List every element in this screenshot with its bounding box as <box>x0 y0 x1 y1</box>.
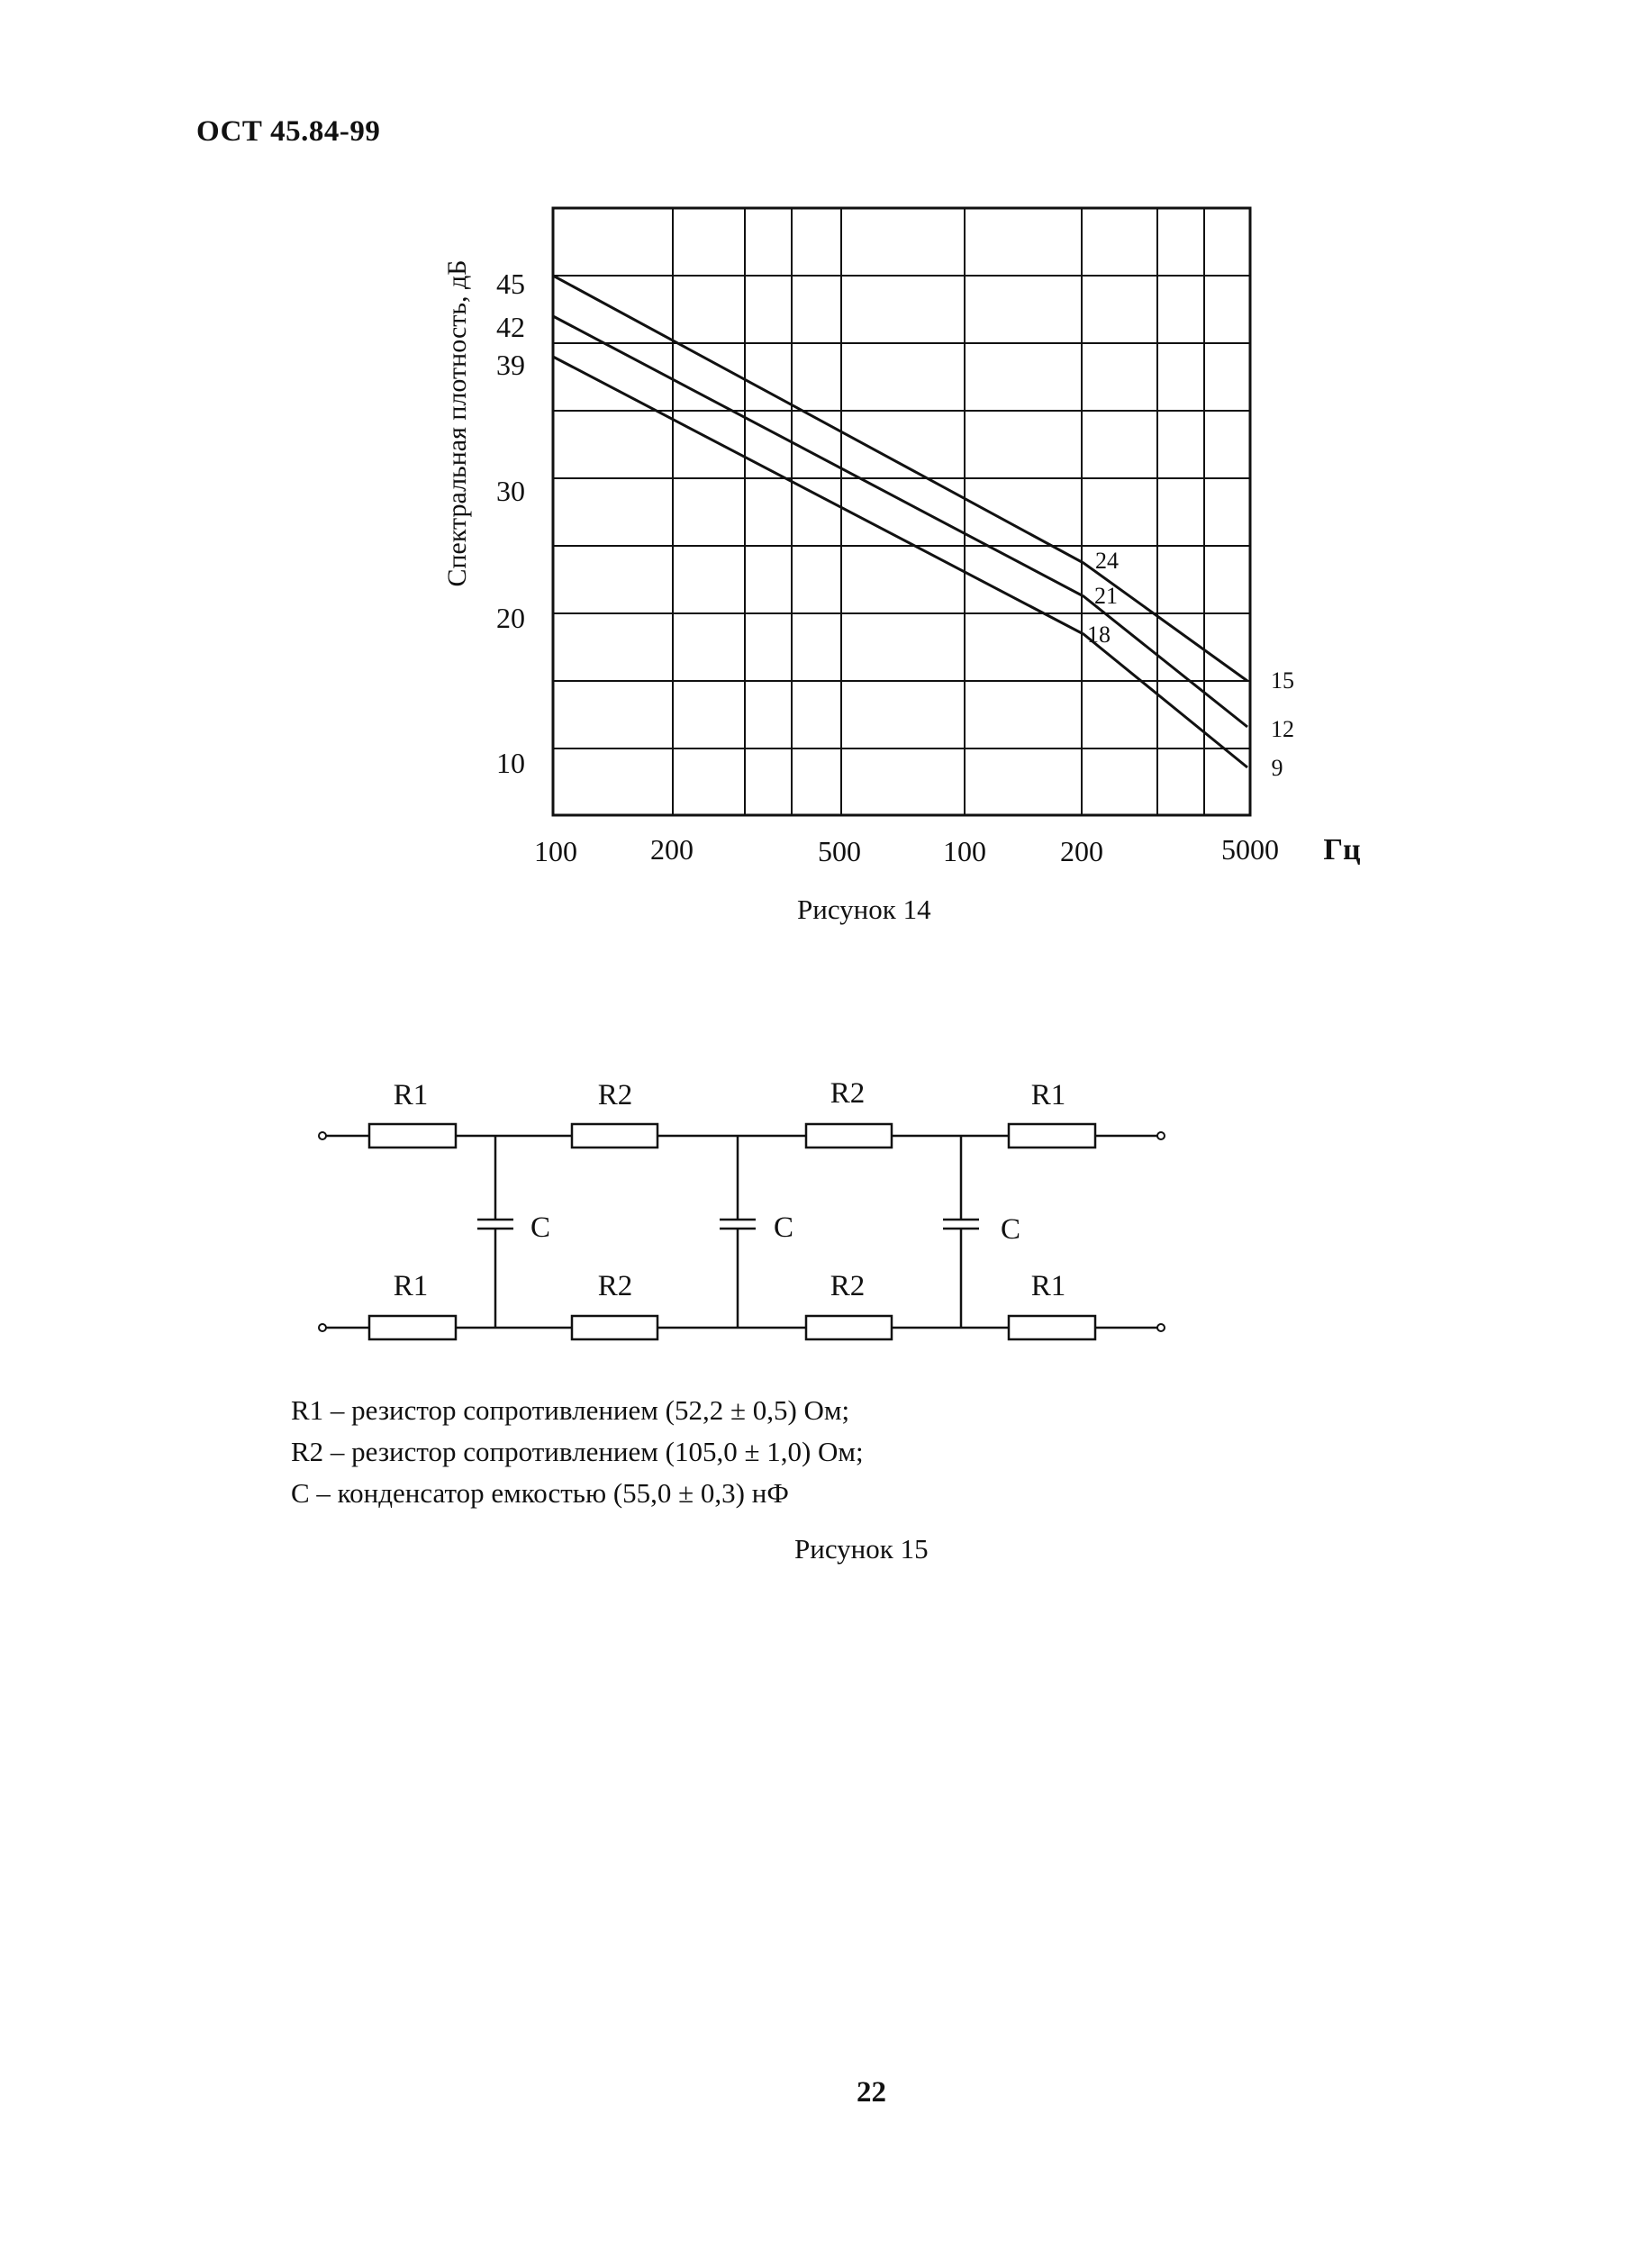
capacitor-label-left: C <box>530 1211 551 1244</box>
resistor-r2-top-right <box>806 1124 892 1148</box>
figure14-chart <box>0 0 1632 991</box>
x-tick-labels <box>534 833 1279 867</box>
component-labels <box>394 1077 1066 1302</box>
terminal-top-left <box>319 1132 326 1139</box>
y-tick-label: 39 <box>496 349 525 381</box>
resistor-label-r1-top-left: R1 <box>393 1079 429 1111</box>
series-middle-end-label: 12 <box>1271 716 1294 742</box>
terminal-top-right <box>1157 1132 1165 1139</box>
legend-line-c: С – конденсатор емкостью (55,0 ± 0,3) нФ <box>291 1477 789 1509</box>
y-tick-labels <box>496 268 525 779</box>
figure14-caption: Рисунок 14 <box>797 894 931 925</box>
series-lower-line <box>553 357 1247 767</box>
x-axis-label: Гц <box>1323 833 1361 866</box>
capacitor-label-right: C <box>1000 1213 1021 1246</box>
y-tick-label: 45 <box>496 268 525 300</box>
x-tick-label: 100 <box>943 835 986 867</box>
resistor-r2-bottom-left <box>572 1316 657 1339</box>
series-upper-mid-label: 24 <box>1095 548 1119 574</box>
resistor-label-r1-bottom-right: R1 <box>1030 1270 1066 1302</box>
resistor-r2-bottom-right <box>806 1316 892 1339</box>
terminal-bottom-left <box>319 1324 326 1331</box>
resistor-r1-top-right <box>1009 1124 1095 1148</box>
resistor-r2-top-left <box>572 1124 657 1148</box>
y-tick-label: 42 <box>496 311 525 343</box>
figure15-circuit <box>0 1063 1632 1378</box>
page-number: 22 <box>857 2076 886 2109</box>
series-lower-end-label: 9 <box>1271 755 1283 781</box>
series-middle-line <box>553 316 1247 727</box>
resistor-label-r2-bottom-right: R2 <box>830 1270 866 1302</box>
series-end-labels <box>1271 667 1294 781</box>
x-tick-label: 100 <box>534 835 577 867</box>
y-axis-label: Спектральная плотность, дБ <box>442 259 472 587</box>
series-lower-mid-label: 18 <box>1087 621 1111 648</box>
x-tick-label: 200 <box>1060 835 1103 867</box>
series-middle-mid-label: 21 <box>1094 583 1118 609</box>
resistor-label-r1-bottom-left: R1 <box>393 1270 429 1302</box>
terminal-bottom-right <box>1157 1324 1165 1331</box>
series-lines <box>553 276 1247 767</box>
horizontal-grid <box>553 276 1250 748</box>
resistor-label-r2-top-left: R2 <box>597 1079 633 1111</box>
legend-line-r2: R2 – резистор сопротивлением (105,0 ± 1,0) Ом; <box>291 1436 864 1467</box>
y-tick-label: 20 <box>496 602 525 634</box>
resistor-label-r2-top-right: R2 <box>830 1077 866 1110</box>
figure15-caption: Рисунок 15 <box>794 1533 929 1565</box>
y-tick-label: 30 <box>496 475 525 507</box>
resistor-r1-top-left <box>369 1124 456 1148</box>
capacitors <box>477 1136 979 1328</box>
x-tick-label: 200 <box>650 833 694 866</box>
vertical-grid <box>673 208 1204 815</box>
document-code: ОСТ 45.84-99 <box>196 115 381 148</box>
resistor-r1-bottom-right <box>1009 1316 1095 1339</box>
chart-frame <box>553 208 1250 815</box>
capacitor-label-middle: C <box>773 1211 794 1244</box>
y-tick-label: 10 <box>496 747 525 779</box>
series-upper-end-label: 15 <box>1271 667 1294 694</box>
legend-line-r1: R1 – резистор сопротивлением (52,2 ± 0,5) Ом; <box>291 1394 850 1426</box>
resistor-label-r1-top-right: R1 <box>1030 1079 1066 1111</box>
series-mid-labels <box>1087 548 1119 648</box>
resistor-label-r2-bottom-left: R2 <box>597 1270 633 1302</box>
resistor-r1-bottom-left <box>369 1316 456 1339</box>
x-tick-label: 500 <box>818 835 861 867</box>
x-tick-label: 5000 <box>1221 833 1279 866</box>
